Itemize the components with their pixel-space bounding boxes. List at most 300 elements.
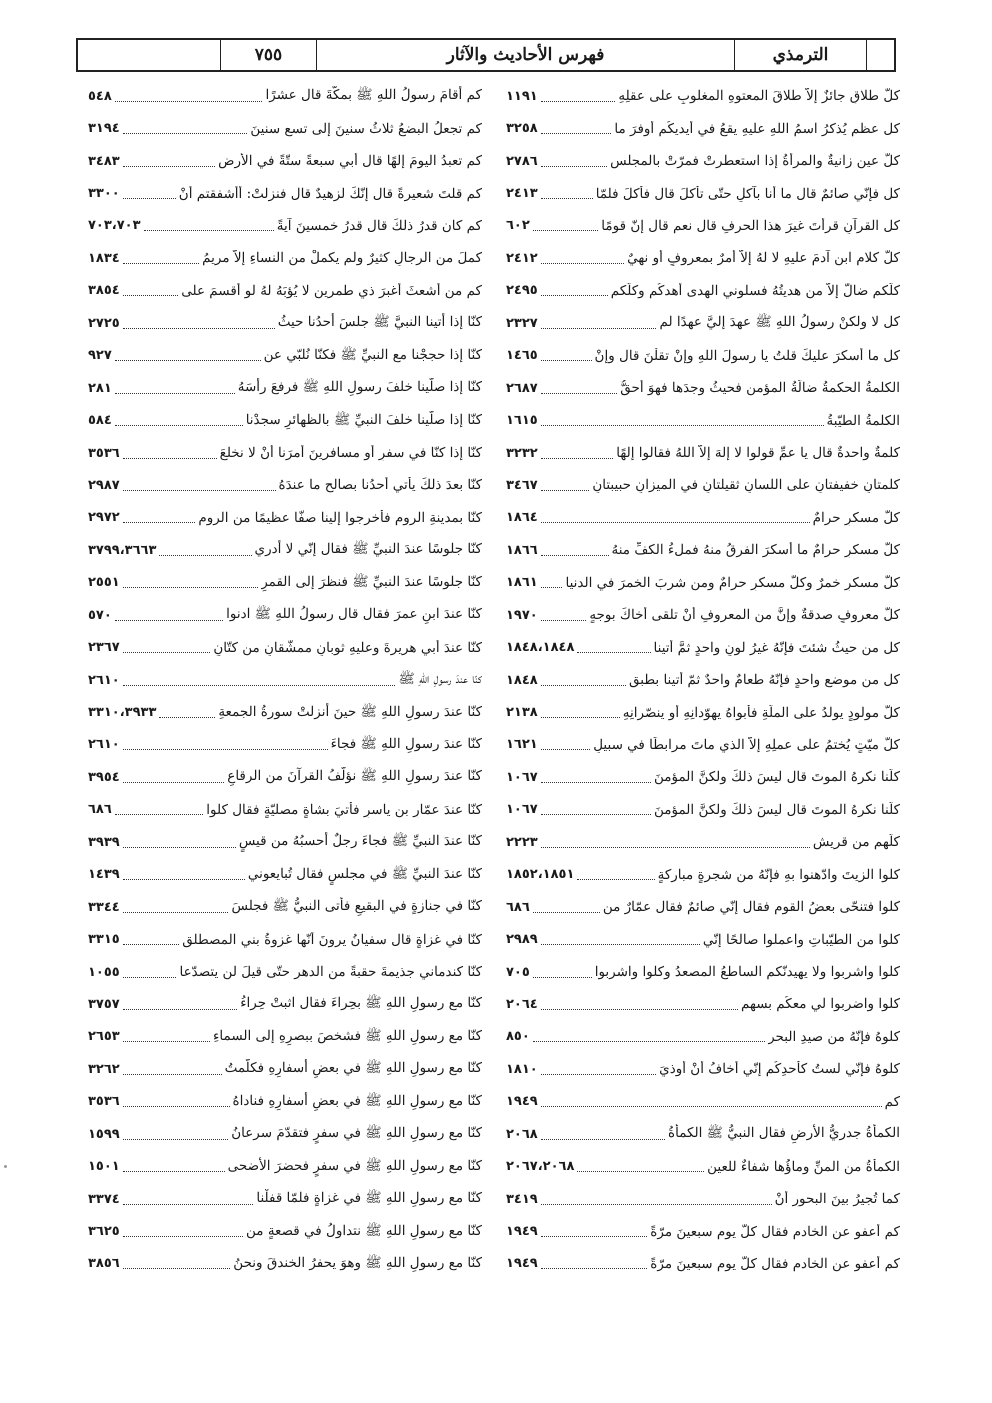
index-columns — [88, 80, 900, 1280]
leader-dots — [123, 1096, 230, 1107]
entry-text: كلُّ معروفٍ صدقةٌ وإنَّ من المعروفِ أنْ تلقى أخاكَ بوجهٍ — [589, 607, 900, 624]
leader-dots — [123, 675, 396, 686]
index-entry — [88, 112, 482, 144]
leader-dots — [123, 902, 229, 913]
entry-text: كم — [884, 1093, 900, 1110]
index-entry — [506, 340, 900, 372]
entry-hadith-number: ١٩٤٩ — [506, 1256, 538, 1272]
header-page-number: ٧٥٥ — [220, 40, 316, 70]
entry-text: كنّا عندَ النبيِّ ﷺ فجاءَ رجلٌ أحسبُهُ من قيسٍ — [238, 833, 482, 850]
entry-hadith-number: ٢٢٢٣ — [506, 834, 538, 850]
entry-text: كم أعفو عن الخادمِ فقال كلَّ يومٍ سبعينَ مرّةً — [650, 1255, 900, 1272]
leader-dots — [541, 318, 657, 329]
leader-dots — [541, 1194, 772, 1205]
entry-hadith-number: ١٤٣٩ — [88, 867, 120, 883]
entry-hadith-number: ٢٠٦٤ — [506, 996, 538, 1012]
entry-hadith-number: ٣٤٦٧ — [506, 477, 538, 493]
entry-hadith-number: ٨٥٠ — [506, 1029, 530, 1045]
entry-text: كلوهُ فإنّهُ من صيدِ البحرِ — [768, 1028, 900, 1045]
entry-text: كنّا إذا صلّينا خلفَ النبيِّ ﷺ بالظهائرِ سجدْنا — [245, 411, 482, 428]
index-entry — [88, 275, 482, 307]
leader-dots — [541, 1129, 665, 1140]
entry-text: كلُّنا نكرهُ الموتَ قال ليسَ ذلكَ ولكنَّ المؤمنَ — [654, 801, 900, 818]
index-entry — [506, 469, 900, 501]
index-entry — [88, 1021, 482, 1053]
leader-dots — [123, 1161, 225, 1172]
index-entry — [506, 1021, 900, 1053]
entry-text: كنّا مع رسولِ اللهِ ﷺ في سفرٍ فحضرَ الأضحى — [227, 1157, 482, 1174]
leader-dots — [123, 1258, 231, 1269]
entry-hadith-number: ٢٦١٠ — [88, 737, 120, 753]
entry-hadith-number: ٢٠٦٧،٢٠٦٨ — [506, 1159, 575, 1175]
leader-dots — [123, 1226, 243, 1237]
leader-dots — [123, 967, 177, 978]
leader-dots — [541, 188, 593, 199]
entry-text: كنّا مع رسولِ اللهِ ﷺ في بعضِ أسفارِهِ فناداهُ — [232, 1092, 482, 1109]
leader-dots — [115, 350, 261, 361]
entry-hadith-number: ٦٨٦ — [88, 802, 112, 818]
entry-hadith-number: ٣٥٣٦ — [88, 445, 120, 461]
leader-dots — [577, 869, 654, 880]
entry-hadith-number: ٣٣٠٠ — [88, 186, 120, 202]
margin-mark — [4, 1165, 7, 1168]
entry-hadith-number: ١٨٣٤ — [88, 250, 120, 266]
leader-dots — [123, 448, 217, 459]
entry-hadith-number: ٢٧٢٥ — [88, 315, 120, 331]
leader-dots — [541, 1096, 882, 1107]
entry-hadith-number: ١٨٤٨ — [506, 672, 538, 688]
entry-text: كنّا عندَ رسولِ اللهِ ﷺ — [398, 671, 482, 688]
leader-dots — [541, 772, 651, 783]
entry-hadith-number: ١٦٢١ — [506, 737, 538, 753]
entry-text: كنّا بعدَ ذلكَ يأتي أحدُنا بصالحٍ ما عندَهُ — [278, 477, 482, 494]
index-entry — [506, 664, 900, 696]
index-entry — [88, 1183, 482, 1215]
entry-text: كنّا إذا حججْنا مع النبيِّ ﷺ فكنّا نُلبّي عن — [263, 346, 482, 363]
entry-hadith-number: ٣٧٩٩،٣٦٦٣ — [88, 542, 157, 558]
index-entry — [88, 988, 482, 1020]
entry-text: كنّا عندَ ابنِ عمرَ فقال قال رسولُ اللهِ ﷺ ادنوا — [226, 606, 482, 623]
entry-text: كنّا جلوسًا عندَ النبيِّ ﷺ فنظرَ إلى القمرِ — [261, 573, 482, 590]
entry-hadith-number: ٣٩٥٤ — [88, 769, 120, 785]
leader-dots — [541, 707, 620, 718]
entry-hadith-number: ٣٣٤٤ — [88, 899, 120, 915]
index-entry — [506, 275, 900, 307]
entry-hadith-number: ٣٣١٥ — [88, 932, 120, 948]
entry-text: كلُّ عينٍ زانيةٌ والمرأةُ إذا استعطرتْ فمرّتْ بالمجلسِ — [610, 153, 900, 170]
entry-hadith-number: ٣٩٣٩ — [88, 834, 120, 850]
leader-dots — [115, 415, 243, 426]
index-entry — [506, 1053, 900, 1085]
entry-text: كلُّ مولودٍ يولدُ على الملّةِ فأبواهُ يهوّدانِهِ أو ينصّرانِهِ — [622, 704, 900, 721]
leader-dots — [541, 837, 810, 848]
entry-text: كنّا عندَ عمّارِ بنِ ياسرٍ فأُتيَ بشاةٍ مصليّةٍ فقال كلوا — [206, 801, 482, 818]
entry-hadith-number: ٣٢٦٢ — [88, 1061, 120, 1077]
entry-text: كنّا في جنازةٍ في البقيعِ فأتى النبيُّ ﷺ فجلسَ — [231, 898, 482, 915]
index-entry — [88, 1118, 482, 1150]
leader-dots — [123, 1031, 210, 1042]
entry-hadith-number: ٢٩٨٩ — [506, 932, 538, 948]
entry-text: كلُّ مسكرٍ حرامٌ ما أسكرَ الفرقُ منهُ فملءُ الكفِّ منهُ — [611, 542, 900, 559]
index-entry — [88, 437, 482, 469]
entry-hadith-number: ٢٦٨٧ — [506, 380, 538, 396]
index-entry — [88, 761, 482, 793]
entry-text: كلمتانِ خفيفتانِ على اللسانِ ثقيلتانِ في الميزانِ حبيبتانِ — [592, 477, 900, 494]
leader-dots — [123, 739, 328, 750]
entry-hadith-number: ١٩٤٩ — [506, 1094, 538, 1110]
entry-hadith-number: ٣٣٧٤ — [88, 1191, 120, 1207]
entry-text: كنّا كندماني جذيمةَ حقبةً من الدهرِ حتّى قيلَ لن يتصدّعا — [179, 964, 482, 981]
entry-hadith-number: ٣٨٥٤ — [88, 283, 120, 299]
entry-text: كلوا فتنحّى بعضُ القومِ فقال إنّي صائمٌ فقال عمّارٌ من — [602, 899, 900, 916]
index-entry — [88, 1215, 482, 1247]
leader-dots — [541, 1064, 656, 1075]
leader-dots — [533, 1031, 765, 1042]
leader-dots — [123, 156, 215, 167]
leader-dots — [541, 91, 616, 102]
entry-hadith-number: ٢٧٨٦ — [506, 153, 538, 169]
entry-hadith-number: ٢٩٧٢ — [88, 510, 120, 526]
entry-hadith-number: ٣٨٥٦ — [88, 1256, 120, 1272]
entry-hadith-number: ٣١٩٤ — [88, 121, 120, 137]
header-title: فهرس الأحاديث والآثار — [316, 40, 734, 70]
index-entry — [88, 1248, 482, 1280]
entry-hadith-number: ٥٤٨ — [88, 88, 112, 104]
leader-dots — [123, 123, 248, 134]
entry-hadith-number: ٣٥٣٦ — [88, 1094, 120, 1110]
index-entry — [88, 372, 482, 404]
entry-hadith-number: ٥٧٠ — [88, 607, 112, 623]
leader-dots — [541, 383, 618, 394]
entry-hadith-number: ٧٠٣،٧٠٣ — [88, 218, 141, 234]
entry-text: كل ما أسكرَ عليكَ قلتُ يا رسولَ اللهِ وإنْ تقلْنَ قال وإنْ — [594, 347, 900, 364]
leader-dots — [123, 512, 196, 523]
leader-dots — [115, 91, 263, 102]
entry-text: كلوا من الطيّباتِ واعملوا صالحًا إنّي — [702, 931, 900, 948]
leader-dots — [577, 1161, 704, 1172]
index-entry — [88, 404, 482, 436]
entry-text: كنّا مع رسولِ اللهِ ﷺ وهوَ يحفرُ الخندقَ ونحنُ — [233, 1254, 482, 1271]
index-entry — [88, 696, 482, 728]
leader-dots — [541, 123, 612, 134]
entry-hadith-number: ٢٥٥١ — [88, 575, 120, 591]
entry-text: كنّا مع رسولِ اللهِ ﷺ في بعضِ أسفارِهِ فكلّمتُ — [224, 1060, 482, 1077]
entry-hadith-number: ٧٠٥ — [506, 964, 530, 980]
entry-text: كنّا عندَ رسولِ اللهِ ﷺ نؤلّفُ القرآنَ من الرقاعِ — [227, 768, 482, 785]
index-entry — [506, 761, 900, 793]
index-entry — [88, 80, 482, 112]
entry-hadith-number: ١٦١٥ — [506, 413, 538, 429]
leader-dots — [541, 512, 810, 523]
entry-hadith-number: ٢١٣٨ — [506, 705, 538, 721]
entry-hadith-number: ٣٣١٠،٣٩٣٣ — [88, 705, 157, 721]
entry-hadith-number: ٦٠٢ — [506, 218, 530, 234]
entry-text: كنّا عندَ النبيِّ ﷺ في مجلسٍ فقال تُبايعوني — [247, 865, 482, 882]
entry-hadith-number: ١١٩١ — [506, 88, 538, 104]
index-entry — [88, 1150, 482, 1182]
index-entry — [88, 145, 482, 177]
leader-dots — [541, 1258, 648, 1269]
right-column — [494, 80, 900, 1280]
entry-text: كنّا مع رسولِ اللهِ ﷺ فشخصَ ببصرِهِ إلى السماءِ — [213, 1027, 482, 1044]
leader-dots — [541, 480, 590, 491]
leader-dots — [541, 610, 587, 621]
entry-text: كملَ من الرجالِ كثيرٌ ولم يكملْ من النساءِ إلاَّ مريمُ — [202, 250, 482, 267]
entry-hadith-number: ١٨١٠ — [506, 1061, 538, 1077]
index-entry — [506, 923, 900, 955]
entry-hadith-number: ١٥٠١ — [88, 1159, 120, 1175]
index-entry — [506, 372, 900, 404]
entry-text: كل من حيثُ شئتَ فإنّهُ غيرُ لونٍ واحدٍ ثمَّ أُتينا — [653, 639, 900, 656]
index-entry — [506, 307, 900, 339]
entry-text: كلُّكم ضالٌّ إلاَّ من هديتُهُ فسلوني الهدى أهدكُم وكلُّكم — [610, 282, 900, 299]
header-book-name: الترمذي — [734, 40, 866, 70]
entry-text: كنّا عندَ أبي هريرةَ وعليهِ ثوبانِ ممشّقانِ من كتّانٍ — [213, 639, 482, 656]
entry-text: كم من أشعثَ أغبرَ ذي طمرينِ لا يُؤبَهُ لهُ لو أقسمَ على — [181, 282, 482, 299]
entry-text: كنّا مع رسولِ اللهِ ﷺ في غزاةٍ فلمّا قفلْنا — [256, 1190, 482, 1207]
entry-text: كنّا إذا أتينا النبيَّ ﷺ جلسَ أحدُنا حيثُ — [277, 314, 482, 331]
entry-text: الكمأةُ جدريُّ الأرضِ فقال النبيُّ ﷺ الكمأةُ — [668, 1125, 900, 1142]
index-entry — [88, 859, 482, 891]
left-column — [88, 80, 494, 1280]
entry-text: كم قلتَ شعيرةً قال إنّكَ لزهيدٌ قال فنزلتْ: أأشفقتم أنْ — [178, 185, 482, 202]
index-entry — [88, 502, 482, 534]
entry-hadith-number: ٣٢٣٢ — [506, 445, 538, 461]
leader-dots — [123, 934, 180, 945]
entry-text: كم تعبدُ اليومَ إلهًا قال أبي سبعةً ستّةً في الأرضِ — [218, 153, 482, 170]
leader-dots — [115, 383, 235, 394]
index-entry — [506, 631, 900, 663]
entry-text: كنّا مع رسولِ اللهِ ﷺ نتداولُ في قصعةٍ من — [246, 1222, 482, 1239]
index-entry — [506, 437, 900, 469]
index-entry — [506, 534, 900, 566]
index-entry — [506, 1086, 900, 1118]
entry-text: كنّا إذا كنّا في سفرٍ أو مسافرينَ أمرَنا أنْ لا نخلعَ — [219, 445, 482, 462]
entry-hadith-number: ٣٧٥٧ — [88, 996, 120, 1012]
index-entry — [88, 1086, 482, 1118]
leader-dots — [123, 285, 178, 296]
index-entry — [506, 1248, 900, 1280]
index-entry — [506, 502, 900, 534]
index-entry — [88, 210, 482, 242]
index-entry — [506, 112, 900, 144]
index-entry — [506, 794, 900, 826]
entry-text: الكمأةُ من المنِّ وماؤُها شفاءٌ للعينِ — [707, 1158, 900, 1175]
entry-text: كنّا مع رسولِ اللهِ ﷺ في سفرٍ فتقدّمَ سرعانُ — [231, 1125, 482, 1142]
index-entry — [506, 404, 900, 436]
index-entry — [506, 567, 900, 599]
entry-hadith-number: ١٨٦١ — [506, 575, 538, 591]
index-entry — [88, 1053, 482, 1085]
leader-dots — [123, 1129, 228, 1140]
leader-dots — [123, 837, 236, 848]
entry-hadith-number: ١٠٥٥ — [88, 964, 120, 980]
index-entry — [506, 1215, 900, 1247]
leader-dots — [159, 545, 251, 556]
entry-text: كنّا مع رسولِ اللهِ ﷺ بحِراءَ فقال اثبتْ حِراءُ — [240, 995, 482, 1012]
leader-dots — [541, 739, 590, 750]
entry-hadith-number: ١٨٦٤ — [506, 510, 538, 526]
index-entry — [506, 1183, 900, 1215]
entry-hadith-number: ٩٢٧ — [88, 348, 112, 364]
leader-dots — [159, 707, 215, 718]
leader-dots — [541, 1226, 648, 1237]
entry-hadith-number: ١٨٤٨،١٨٤٨ — [506, 640, 575, 656]
entry-hadith-number: ١٨٦٦ — [506, 542, 538, 558]
index-entry — [88, 956, 482, 988]
index-entry — [506, 891, 900, 923]
index-entry — [88, 534, 482, 566]
index-entry — [88, 469, 482, 501]
leader-dots — [123, 772, 225, 783]
leader-dots — [541, 804, 651, 815]
entry-text: الكلمةُ الطيّبةُ — [826, 412, 900, 429]
index-entry — [506, 145, 900, 177]
leader-dots — [144, 220, 274, 231]
index-entry — [88, 729, 482, 761]
entry-text: كلمةٌ واحدةٌ قال يا عمِّ قولوا لا إلهَ إلاَّ اللهُ فقالوا إلهًا — [616, 445, 900, 462]
entry-text: كنّا عندَ رسولِ اللهِ ﷺ فجاءَ — [330, 735, 482, 752]
leader-dots — [115, 610, 223, 621]
entry-text: كلوا الزيتَ وادّهنوا بهِ فإنّهُ من شجرةٍ مباركةٍ — [657, 866, 900, 883]
leader-dots — [541, 999, 738, 1010]
leader-dots — [541, 577, 563, 588]
index-entry — [506, 956, 900, 988]
index-entry — [88, 567, 482, 599]
leader-dots — [541, 448, 614, 459]
entry-text: كلُّهم من قريشٍ — [812, 834, 900, 851]
leader-dots — [541, 545, 609, 556]
leader-dots — [123, 480, 276, 491]
entry-text: كلُّنا نكرهُ الموتَ قال ليسَ ذلكَ ولكنَّ المؤمنَ — [654, 769, 900, 786]
leader-dots — [541, 675, 626, 686]
leader-dots — [115, 804, 203, 815]
entry-hadith-number: ٣٢٥٨ — [506, 121, 538, 137]
leader-dots — [123, 188, 176, 199]
entry-text: كل فإنّي صائمٌ قال ما أنا بآكلٍ حتّى تأكلَ قال فأكلَ فلمّا — [595, 185, 900, 202]
index-entry — [506, 1150, 900, 1182]
index-entry — [506, 599, 900, 631]
index-entry — [506, 1118, 900, 1150]
entry-hadith-number: ٣٤١٩ — [506, 1191, 538, 1207]
entry-text: كلُّ ميّتٍ يُختمُ على عملِهِ إلاَّ الذي ماتَ مرابطًا في سبيلِ — [593, 736, 900, 753]
index-entry — [88, 242, 482, 274]
entry-hadith-number: ٢٠٦٨ — [506, 1126, 538, 1142]
entry-hadith-number: ٢٤١٢ — [506, 250, 538, 266]
entry-text: كل القرآنِ قرأتَ غيرَ هذا الحرفِ قال نعم قال إنّ قومًا — [601, 217, 900, 234]
header-empty-cell-left — [78, 40, 220, 70]
entry-text: كنّا إذا صلّينا خلفَ رسولِ اللهِ ﷺ فرفعَ رأسَهُ — [237, 379, 482, 396]
entry-hadith-number: ١٥٩٩ — [88, 1126, 120, 1142]
index-entry — [506, 859, 900, 891]
index-entry — [506, 826, 900, 858]
leader-dots — [123, 253, 199, 264]
leader-dots — [123, 642, 211, 653]
index-entry — [506, 80, 900, 112]
entry-text: كنّا بمدينةِ الرومِ فأخرجوا إلينا صفًّا عظيمًا من الرومِ — [198, 509, 482, 526]
entry-text: كلُّ مسكرٍ حرامٌ — [812, 509, 900, 526]
leader-dots — [541, 934, 700, 945]
index-entry — [88, 307, 482, 339]
entry-text: كلُّ طلاقٍ جائزٌ إلاَّ طلاقَ المعتوهِ المغلوبِ على عقلِهِ — [618, 88, 900, 105]
entry-hadith-number: ٢٦٥٣ — [88, 1029, 120, 1045]
leader-dots — [541, 350, 592, 361]
index-entry — [88, 177, 482, 209]
leader-dots — [541, 156, 607, 167]
entry-hadith-number: ٣٤٨٣ — [88, 153, 120, 169]
entry-text: كل لا ولكنْ رسولُ اللهِ ﷺ عهدَ إليَّ عهدًا لم — [659, 314, 900, 331]
index-entry — [88, 631, 482, 663]
entry-hadith-number: ٣٦٢٥ — [88, 1224, 120, 1240]
leader-dots — [123, 1194, 254, 1205]
entry-text: كم أقامَ رسولُ اللهِ ﷺ بمكّةَ قال عشرًا — [265, 87, 482, 104]
entry-hadith-number: ٢٨١ — [88, 380, 112, 396]
index-entry — [88, 664, 482, 696]
entry-hadith-number: ٦٨٦ — [506, 899, 530, 915]
leader-dots — [123, 577, 258, 588]
index-entry — [506, 729, 900, 761]
index-entry — [506, 177, 900, 209]
leader-dots — [541, 415, 824, 426]
entry-hadith-number: ٢٤٩٥ — [506, 283, 538, 299]
leader-dots — [541, 285, 608, 296]
leader-dots — [533, 220, 598, 231]
entry-text: كلُّ كلامِ ابنِ آدمَ عليهِ لا لهُ إلاَّ أمرٌ بمعروفٍ أو نهيٌ — [627, 250, 900, 267]
entry-hadith-number: ١٩٧٠ — [506, 607, 538, 623]
leader-dots — [123, 1064, 222, 1075]
entry-text: كم تجعلُ البضعُ ثلاثُ سنينَ إلى تسعِ سنينَ — [250, 120, 482, 137]
leader-dots — [123, 869, 245, 880]
entry-hadith-number: ٢٣٢٧ — [506, 315, 538, 331]
entry-text: كم أعفو عن الخادمِ فقال كلَّ يومٍ سبعينَ مرّةً — [650, 1223, 900, 1240]
index-entry — [506, 696, 900, 728]
entry-text: كم كان قدرُ ذلكَ قال قدرُ خمسينَ آيةً — [276, 217, 482, 234]
entry-text: كلوا واشربوا ولا يهيدنّكم الساطعُ المصعدُ وكلوا واشربوا — [594, 964, 900, 981]
leader-dots — [533, 902, 600, 913]
entry-hadith-number: ١٠٦٧ — [506, 769, 538, 785]
entry-hadith-number: ١٩٤٩ — [506, 1224, 538, 1240]
index-entry — [506, 210, 900, 242]
entry-text: كلوهُ فإنّي لستُ كأحدِكُم إنّي أخافُ أنْ أوذيَ — [659, 1061, 900, 1078]
header-empty-cell-right — [866, 40, 894, 70]
entry-hadith-number: ٢٩٨٧ — [88, 477, 120, 493]
entry-hadith-number: ٥٨٤ — [88, 413, 112, 429]
entry-hadith-number: ٢٤١٣ — [506, 186, 538, 202]
entry-text: كلوا واضربوا لي معكُم بسهمٍ — [740, 996, 900, 1013]
entry-text: كنّا عندَ رسولِ اللهِ ﷺ حينَ أُنزلتْ سورةُ الجمعةِ — [218, 703, 482, 720]
leader-dots — [123, 318, 275, 329]
page-header — [76, 38, 896, 72]
index-entry — [88, 599, 482, 631]
leader-dots — [533, 967, 592, 978]
index-entry — [88, 340, 482, 372]
index-entry — [88, 826, 482, 858]
index-entry — [506, 242, 900, 274]
entry-text: كنّا جلوسًا عندَ النبيِّ ﷺ فقال إنّي لا أدري — [254, 541, 482, 558]
leader-dots — [577, 642, 650, 653]
entry-text: كلُّ مسكرٍ خمرٌ وكلُّ مسكرٍ حرامٌ ومن شربَ الخمرَ في الدنيا — [565, 574, 900, 591]
entry-hadith-number: ١٨٥٢،١٨٥١ — [506, 867, 575, 883]
leader-dots — [123, 999, 237, 1010]
leader-dots — [541, 253, 624, 264]
entry-hadith-number: ٢٦١٠ — [88, 672, 120, 688]
entry-hadith-number: ١٠٦٧ — [506, 802, 538, 818]
entry-text: كل من موضعٍ واحدٍ فإنّهُ طعامٌ واحدٌ ثمّ أُتينا بطبقٍ — [628, 672, 900, 689]
index-entry — [88, 794, 482, 826]
entry-text: كما تُجيرُ بينَ البحورِ أنْ — [774, 1191, 900, 1208]
entry-hadith-number: ٢٣٦٧ — [88, 640, 120, 656]
index-entry — [88, 923, 482, 955]
